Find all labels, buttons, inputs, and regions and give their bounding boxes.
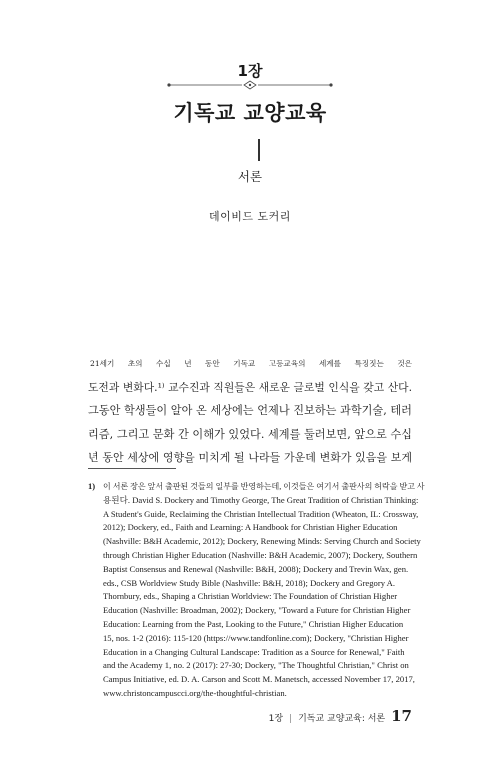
page-footer bbox=[269, 707, 412, 725]
page-number: 17 bbox=[391, 707, 412, 725]
body-line: 도전과 변화다.¹⁾ 교수진과 직원들은 새로운 글로벌 인식을 갖고 산다. bbox=[88, 380, 412, 394]
footer-running-title: 기독교 교양교육: 서론 bbox=[298, 714, 386, 724]
footnote-line: (Nashville: B&H Academic, 2012); Dockery, Renewing Minds: Serving Church and Society bbox=[103, 536, 421, 547]
footnote-line: A Student's Guide, Reclaiming the Christian Intellectual Tradition (Wheaton, IL: Crossway, bbox=[103, 508, 419, 519]
chapter-label: 1장 bbox=[237, 62, 263, 80]
footnote-line: Baptist Consensus and Renewal (Nashville: B&H, 2008); Dockery and Trevin Wax, gen. bbox=[103, 563, 409, 574]
footnote-number: 1) bbox=[88, 481, 96, 491]
footnote-rule bbox=[88, 468, 176, 469]
footnote-line: Education: Learning from the Past, Looking to the Future," Christian Higher Education bbox=[103, 618, 404, 629]
section-title: 서론 bbox=[237, 169, 263, 184]
title-divider bbox=[258, 139, 260, 161]
footnote-line: through Christian Higher Education (Nashville: B&H Academic, 2007); Dockery, Southern bbox=[103, 549, 418, 560]
body-line: 그동안 학생들이 알아 온 세상에는 언제나 진보하는 과학기술, 테러 bbox=[88, 404, 412, 418]
chapter-title: 기독교 교양교육 bbox=[173, 101, 327, 125]
footnote-line: 2012); Dockery, ed., Faith and Learning: A Handbook for Christian Higher Education bbox=[103, 522, 398, 533]
body-line: 21세기 초의 수십 년 동안 기독교 고등교육의 세계를 특징짓는 것은 bbox=[90, 359, 412, 368]
footnote-line: 용된다. David S. Dockery and Timothy George, The Great Tradition of Christian Thinking: bbox=[103, 494, 419, 505]
footnote-line: Education (Nashville: Broadman, 2002); Dockery, "Toward a Future for Christian Higher bbox=[103, 605, 411, 616]
footer-chapter: 1장 bbox=[268, 714, 284, 724]
footnote-text bbox=[88, 480, 425, 701]
footnote bbox=[88, 480, 425, 701]
footnote-line: Thornbury, eds., Shaping a Christian Worldview: The Foundation of Christian Higher bbox=[103, 591, 398, 602]
ornament-divider-icon bbox=[166, 80, 334, 90]
body-paragraph bbox=[88, 352, 412, 470]
footnote-line: www.christoncampuscci.org/the-thoughtful-christian. bbox=[103, 687, 287, 698]
footnote-line: 이 서론 장은 앞서 출판된 것들의 일부를 반영하는데, 이것들은 여기서 출판사의 허락을 받고 사 bbox=[103, 482, 425, 491]
body-line: 리즘, 그리고 문화 간 이해가 있었다. 세계를 둘러보면, 앞으로 수십 bbox=[88, 427, 412, 441]
footnote-line: 15, nos. 1-2 (2016): 115-120 (https://www.tandfonline.com); Dockery, "Christian Higher bbox=[103, 632, 409, 643]
footnote-line: Education in a Changing Cultural Landscape: Tradition as a Source for Renewal," Faith bbox=[103, 646, 405, 657]
body-line: 년 동안 세상에 영향을 미치게 될 나라들 가운데 변화가 있음을 보게 bbox=[88, 451, 412, 465]
author-name: 데이비드 도커리 bbox=[209, 210, 291, 223]
footer-separator: | bbox=[289, 714, 293, 724]
footnote-line: and the Academy 1, no. 2 (2017): 27-30; Dockery, "The Thoughtful Christian," Christ on bbox=[103, 660, 409, 671]
footnote-line: Campus Initiative, ed. D. A. Carson and Scott M. Manetsch, accessed November 17, 2017, bbox=[103, 674, 415, 685]
footnote-line: eds., CSB Worldview Study Bible (Nashville: B&H, 2018); Dockery and Gregory A. bbox=[103, 577, 396, 588]
